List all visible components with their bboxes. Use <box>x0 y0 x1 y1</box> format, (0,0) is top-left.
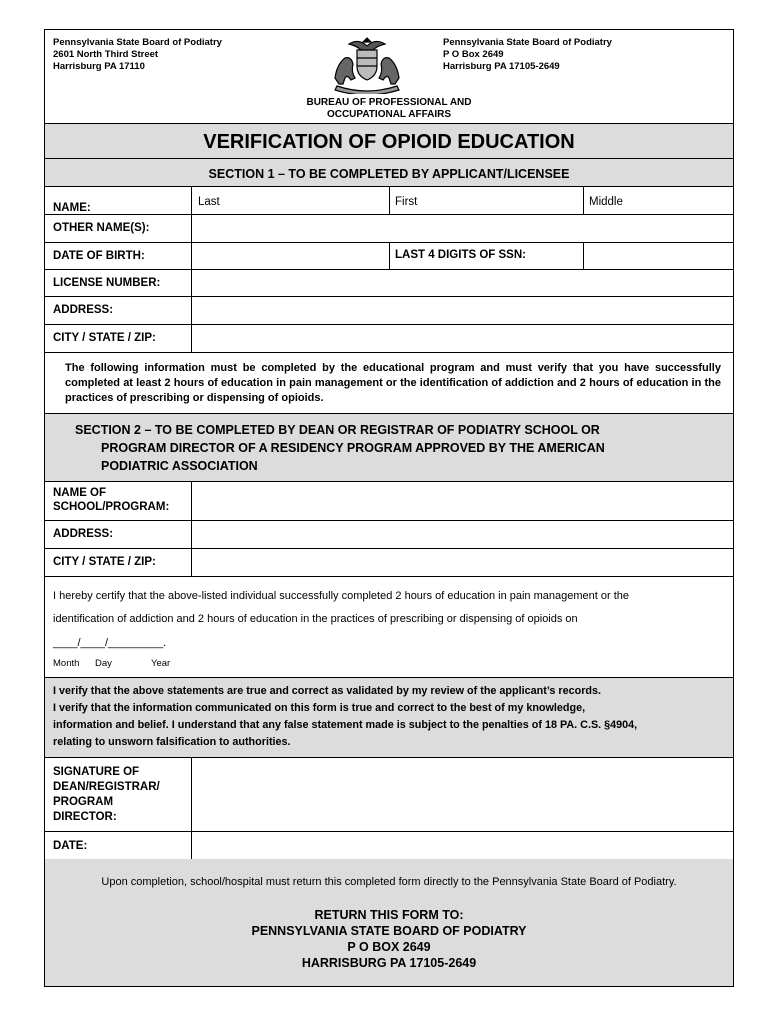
address-label: ADDRESS: <box>53 304 114 316</box>
left-address-block <box>53 37 222 73</box>
form-title: VERIFICATION OF OPIOID EDUCATION <box>203 131 575 153</box>
right-address-line: Pennsylvania State Board of Podiatry <box>443 37 612 48</box>
signature-label <box>53 765 160 825</box>
school-address-field[interactable] <box>192 521 734 548</box>
address-field[interactable] <box>192 297 734 324</box>
bureau-heading <box>45 97 733 121</box>
left-address-line: 2601 North Third Street <box>53 49 159 60</box>
verify-line: information and belief. I understand that any false statement made is subject to the penalties of 18 PA. C.S. §4904, <box>53 719 638 731</box>
signature-label-line: DIRECTOR: <box>53 811 117 823</box>
dob-field[interactable] <box>192 243 388 269</box>
school-address-label: ADDRESS: <box>53 528 114 540</box>
date-label: DATE: <box>53 840 88 852</box>
section2-heading <box>75 421 605 475</box>
section2-heading-line: SECTION 2 – TO BE COMPLETED BY DEAN OR REGISTRAR OF PODIATRY SCHOOL OR <box>75 423 600 437</box>
ssn-label: LAST 4 DIGITS OF SSN: <box>395 249 526 261</box>
certify-line: identification of addiction and 2 hours of education in the practices of prescribing or dispensing of opioids on <box>53 613 578 625</box>
license-label: LICENSE NUMBER: <box>53 277 161 289</box>
school-label-line: SCHOOL/PROGRAM: <box>53 501 170 513</box>
verification-statement <box>53 683 729 751</box>
bureau-line: BUREAU OF PROFESSIONAL AND <box>306 97 472 108</box>
name-first-caption: First <box>395 196 418 208</box>
left-address-line: Harrisburg PA 17110 <box>53 61 145 72</box>
signature-label-line: DEAN/REGISTRAR/ <box>53 781 160 793</box>
return-line: RETURN THIS FORM TO: <box>314 908 464 922</box>
completion-note: Upon completion, school/hospital must return this completed form directly to the Pennsylvania State Board of Podiatry. <box>101 876 677 888</box>
name-last-caption: Last <box>198 196 220 208</box>
return-line: PENNSYLVANIA STATE BOARD OF PODIATRY <box>251 924 527 938</box>
school-label-line: NAME OF <box>53 487 107 499</box>
name-label: NAME: <box>53 202 91 214</box>
left-address-line: Pennsylvania State Board of Podiatry <box>53 37 222 48</box>
return-address-block <box>45 907 733 971</box>
certification-text <box>53 585 733 631</box>
right-address-line: P O Box 2649 <box>443 49 504 60</box>
other-names-label: OTHER NAME(S): <box>53 222 150 234</box>
bureau-line: OCCUPATIONAL AFFAIRS <box>326 109 452 120</box>
dob-label: DATE OF BIRTH: <box>53 250 145 262</box>
year-caption: Year <box>151 658 171 669</box>
return-line: HARRISBURG PA 17105-2649 <box>301 956 477 970</box>
school-program-label <box>53 486 169 514</box>
month-caption: Month <box>53 658 80 669</box>
other-names-field[interactable] <box>192 215 734 241</box>
section1-heading: SECTION 1 – TO BE COMPLETED BY APPLICANT/LICENSEE <box>208 167 570 181</box>
certify-line: I hereby certify that the above-listed individual successfully completed 2 hours of education in pain management or the <box>53 590 629 602</box>
right-address-block <box>443 37 612 73</box>
verify-line: I verify that the above statements are true and correct as validated by my review of the applicant’s records. <box>53 685 602 697</box>
return-line: P O BOX 2649 <box>347 940 431 954</box>
verify-line: relating to unsworn falsification to authorities. <box>53 736 291 748</box>
ssn-field[interactable] <box>584 243 734 269</box>
signature-label-line: SIGNATURE OF <box>53 766 140 778</box>
name-middle-caption: Middle <box>589 196 623 208</box>
opioid-verification-form <box>44 29 734 987</box>
license-number-field[interactable] <box>192 270 734 296</box>
instruction-text: The following information must be completed by the educational program and must verify that you have successfully completed at least 2 hours of education in pain management or the identification of addiction and 2 hours of education in the practices of prescribing or dispensing of opioids. <box>65 362 721 404</box>
school-city-field[interactable] <box>192 549 734 576</box>
city-state-zip-label: CITY / STATE / ZIP: <box>53 332 156 344</box>
signature-field[interactable] <box>192 758 734 831</box>
completion-date-blank[interactable]: ____/____/_________. <box>53 637 167 649</box>
verify-line: I verify that the information communicated on this form is true and correct to the best of my knowledge, <box>53 702 586 714</box>
school-program-field[interactable] <box>192 482 734 520</box>
school-city-label: CITY / STATE / ZIP: <box>53 556 156 568</box>
signature-label-line: PROGRAM <box>53 796 114 808</box>
right-address-line: Harrisburg PA 17105-2649 <box>443 61 560 72</box>
section2-heading-line: PODIATRIC ASSOCIATION <box>101 459 258 473</box>
section2-heading-line: PROGRAM DIRECTOR OF A RESIDENCY PROGRAM APPROVED BY THE AMERICAN <box>101 441 605 455</box>
day-caption: Day <box>95 658 112 669</box>
city-state-zip-field[interactable] <box>192 325 734 352</box>
date-field[interactable] <box>192 832 734 859</box>
pennsylvania-seal-icon <box>325 34 409 94</box>
